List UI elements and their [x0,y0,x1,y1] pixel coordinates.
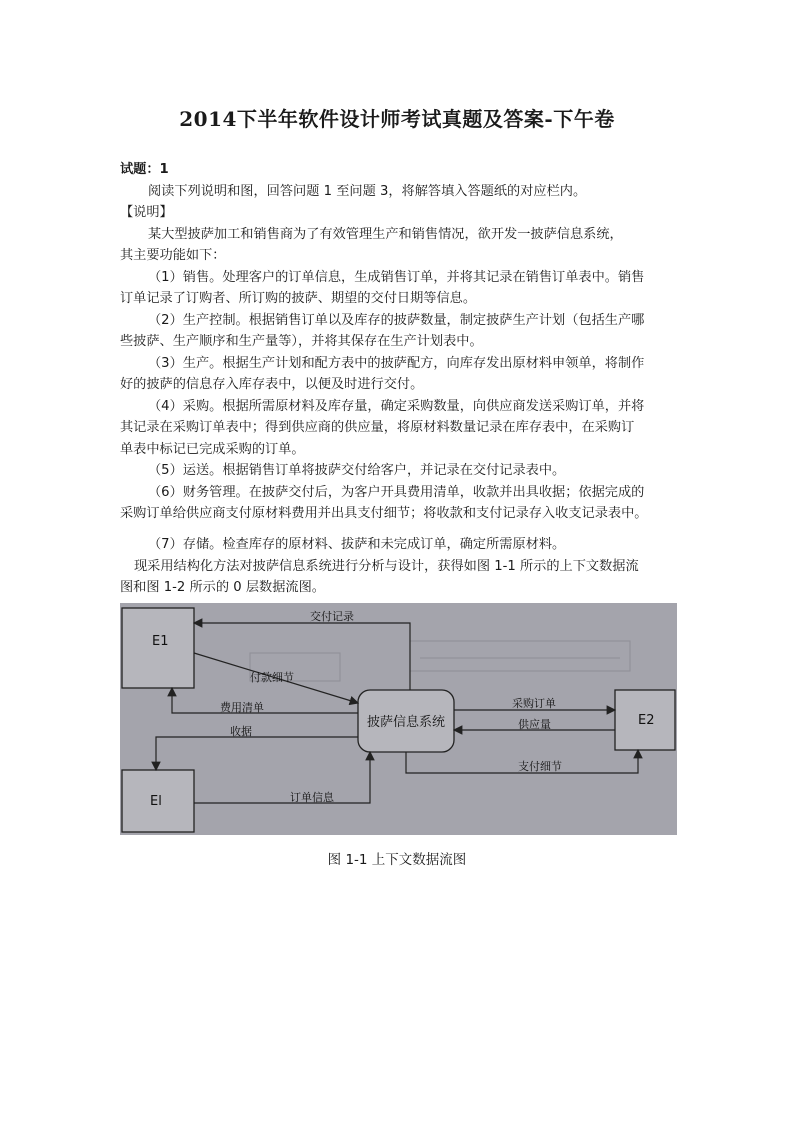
intro-text: 阅读下列说明和图，回答问题 1 至问题 3，将解答填入答题纸的对应栏内。 [148,183,587,199]
item-4-line-1: （4）采购。根据所需原材料及库存量，确定采购数量，向供应商发送采购订单，并将 [148,398,645,414]
item-7-line: （7）存储。检查库存的原材料、拔萨和未完成订单，确定所需原材料。 [148,537,566,552]
summary-line-1: 现采用结构化方法对披萨信息系统进行分析与设计，获得如图 1-1 所示的上下文数据流 [134,558,639,574]
question-label: 试题：1 [120,162,169,177]
item-4-line-3: 单表中标记已完成采购的订单。 [120,441,305,457]
entity-e1-bottom-label: El [150,794,162,809]
item-1-line-2: 订单记录了订购者、所订购的披萨、期望的交付日期等信息。 [120,291,477,306]
flow-label-receipt: 收据 [230,725,252,738]
flow-label-payment-detail-top: 付款细节 [250,671,294,684]
item-5-line-1: （5）运送。根据销售订单将披萨交付给客户，并记录在交付记录表中。 [148,463,566,478]
context-dataflow-diagram [120,603,677,835]
item-3-line-1: （3）生产。根据生产计划和配方表中的披萨配方，向库存发出原材料申领单，将制作 [148,355,645,371]
item-1-line-1: （1）销售。处理客户的订单信息，生成销售订单，并将其记录在销售订单表中。销售 [148,269,645,285]
entity-e1-top-label: E1 [152,634,169,649]
item-6-line-1: （6）财务管理。在披萨交付后，为客户开具费用清单，收款并出具收据；依据完成的 [148,484,645,500]
paragraph-line: 某大型披萨加工和销售商为了有效管理生产和销售情况，欲开发一披萨信息系统， [148,226,623,242]
paragraph-line: 其主要功能如下： [120,248,226,263]
figure-caption: 图 1-1 上下文数据流图 [327,852,467,868]
summary-line-2: 图和图 1-2 所示的 0 层数据流图。 [120,580,325,595]
section-label: 【说明】 [120,205,173,220]
flow-label-delivery-record: 交付记录 [310,610,354,623]
process-label: 披萨信息系统 [366,715,446,730]
page-title: 2014下半年软件设计师考试真题及答案-下午卷 [179,107,615,131]
item-4-line-2: 其记录在采购订单表中；得到供应商的供应量，将原材料数量记录在库存表中，在采购订 [120,420,635,435]
item-2-line-2: 些披萨、生产顺序和生产量等），并将其保存在生产计划表中。 [120,334,483,349]
item-2-line-1: （2）生产控制。根据销售订单以及库存的披萨数量，制定披萨生产计划（包括生产哪 [148,312,645,328]
question-text-continued [120,534,680,599]
item-6-line-2: 采购订单给供应商支付原材料费用并出具支付细节；将收款和支付记录存入收支记录表中。 [120,506,648,521]
entity-e2-label: E2 [638,713,655,728]
flow-label-payment-detail: 支付细节 [518,760,562,773]
item-3-line-2: 好的披萨的信息存入库存表中，以便及时进行交付。 [120,377,424,392]
flow-label-order-info: 订单信息 [290,791,334,804]
flow-label-purchase-order: 采购订单 [512,697,556,710]
flow-label-fee-list: 费用清单 [220,701,264,714]
flow-label-supply: 供应量 [518,718,551,731]
question-text [120,159,680,525]
